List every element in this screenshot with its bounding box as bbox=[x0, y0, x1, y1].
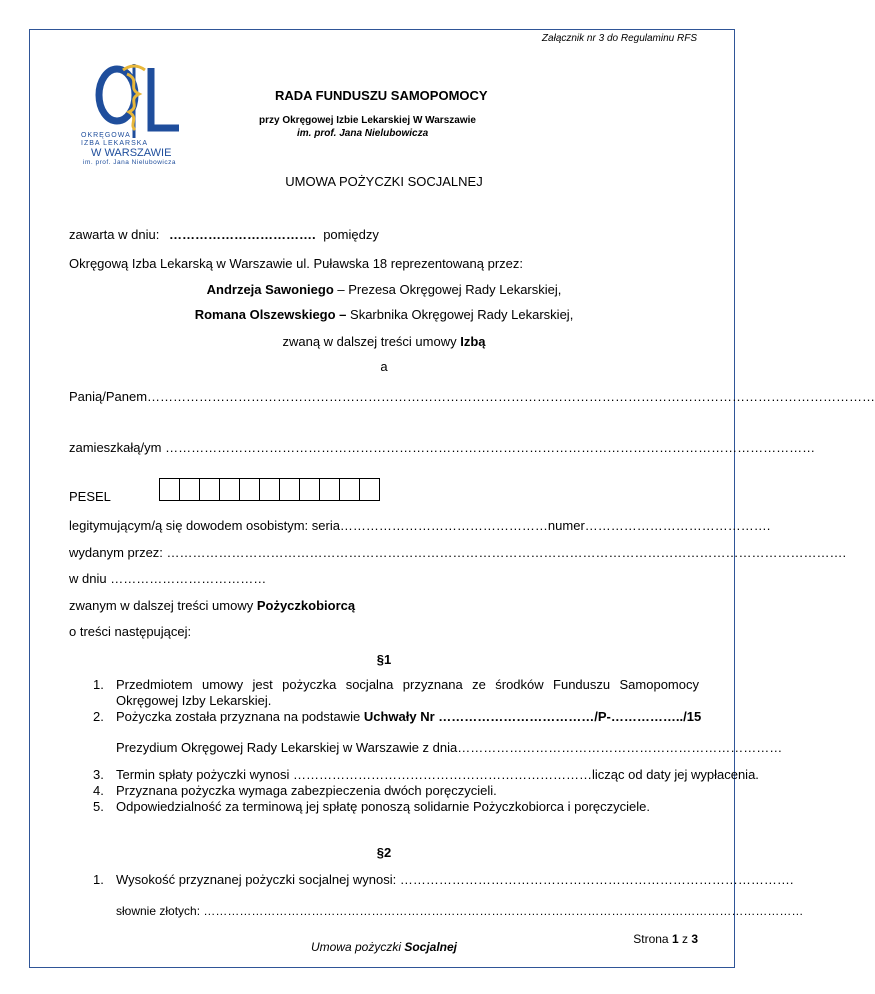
issue-date-field[interactable]: w dniu ……………………………… bbox=[69, 571, 267, 586]
pesel-digit-cell[interactable] bbox=[319, 478, 340, 501]
footer-title: Umowa pożyczki Socjalnej bbox=[310, 940, 458, 954]
pesel-digit-cell[interactable] bbox=[299, 478, 320, 501]
pesel-label: PESEL bbox=[69, 489, 111, 504]
page-number: Strona 1 z 3 bbox=[633, 932, 698, 946]
called-borrower-line bbox=[69, 598, 355, 613]
council-title: RADA FUNDUSZU SAMOPOMOCY bbox=[275, 88, 488, 103]
logo-line3: W WARSZAWIE bbox=[91, 147, 172, 159]
pesel-digit-cell[interactable] bbox=[219, 478, 240, 501]
pesel-digit-cell[interactable] bbox=[199, 478, 220, 501]
concluded-line bbox=[69, 227, 379, 242]
document-title: UMOWA POŻYCZKI SOCJALNEJ bbox=[285, 174, 483, 189]
rep1-role: – Prezesa Okręgowej Rady Lekarskiej, bbox=[333, 282, 562, 297]
concluded-date-blank: ……………………………. bbox=[168, 227, 316, 242]
resolution-number-field[interactable]: Uchwały Nr ………………………………/P-……………../15 bbox=[363, 709, 702, 724]
pesel-input-grid[interactable] bbox=[160, 478, 380, 501]
called-izba-prefix: zwaną w dalszej treści umowy bbox=[282, 334, 461, 349]
annex-note: Załącznik nr 3 do Regulaminu RFS bbox=[541, 33, 697, 44]
logo-line2: IZBA LEKARSKA bbox=[81, 140, 149, 147]
rep2-role: Skarbnika Okręgowej Rady Lekarskiej, bbox=[346, 307, 574, 322]
representative-2 bbox=[0, 307, 768, 322]
borrower-name-field[interactable]: Panią/Panem…………………………………………………………………………………………………………………………………………………… bbox=[69, 389, 875, 404]
rep1-name: Andrzeja Sawoniego bbox=[206, 282, 334, 297]
council-subtitle-2: im. prof. Jana Nielubowicza bbox=[297, 128, 429, 139]
id-document-field[interactable]: legitymującym/ą się dowodem osobistym: seria…………………………………………numer……………………………………. bbox=[69, 518, 771, 533]
called-izba-name: Izbą bbox=[460, 334, 486, 349]
content-intro: o treści następującej: bbox=[69, 624, 192, 639]
oil-logo bbox=[79, 60, 199, 170]
logo-line1: OKRĘGOWA bbox=[81, 132, 131, 139]
pesel-digit-cell[interactable] bbox=[359, 478, 380, 501]
pesel-digit-cell[interactable] bbox=[179, 478, 200, 501]
called-borrower-name: Pożyczkobiorcą bbox=[256, 598, 356, 613]
called-borrower-prefix: zwanym w dalszej treści umowy bbox=[69, 598, 257, 613]
called-izba-line bbox=[0, 334, 768, 349]
borrower-address-field[interactable]: zamieszkałą/ym …………………………………………………………………………………………………………………………………… bbox=[69, 440, 816, 455]
concluded-label: zawarta w dniu: bbox=[69, 227, 160, 242]
council-subtitle: przy Okręgowej Izbie Lekarskiej W Warszawie bbox=[259, 115, 476, 126]
logo-line4: im. prof. Jana Nielubowicza bbox=[83, 159, 176, 166]
party1-line: Okręgową Izba Lekarską w Warszawie ul. Puławska 18 reprezentowaną przez: bbox=[69, 256, 524, 271]
pesel-digit-cell[interactable] bbox=[159, 478, 180, 501]
representative-1 bbox=[0, 282, 768, 297]
section1-heading: §1 bbox=[376, 652, 392, 667]
issued-by-field[interactable]: wydanym przez: …………………………………………………………………………………………………………………………………………. bbox=[69, 545, 847, 560]
pesel-digit-cell[interactable] bbox=[259, 478, 280, 501]
and-text: a bbox=[380, 359, 388, 374]
pesel-digit-cell[interactable] bbox=[239, 478, 260, 501]
pesel-digit-cell[interactable] bbox=[339, 478, 360, 501]
between-text: pomiędzy bbox=[323, 227, 379, 242]
rep2-name: Romana Olszewskiego – bbox=[194, 307, 347, 322]
pesel-digit-cell[interactable] bbox=[279, 478, 300, 501]
section2-heading: §2 bbox=[376, 845, 392, 860]
